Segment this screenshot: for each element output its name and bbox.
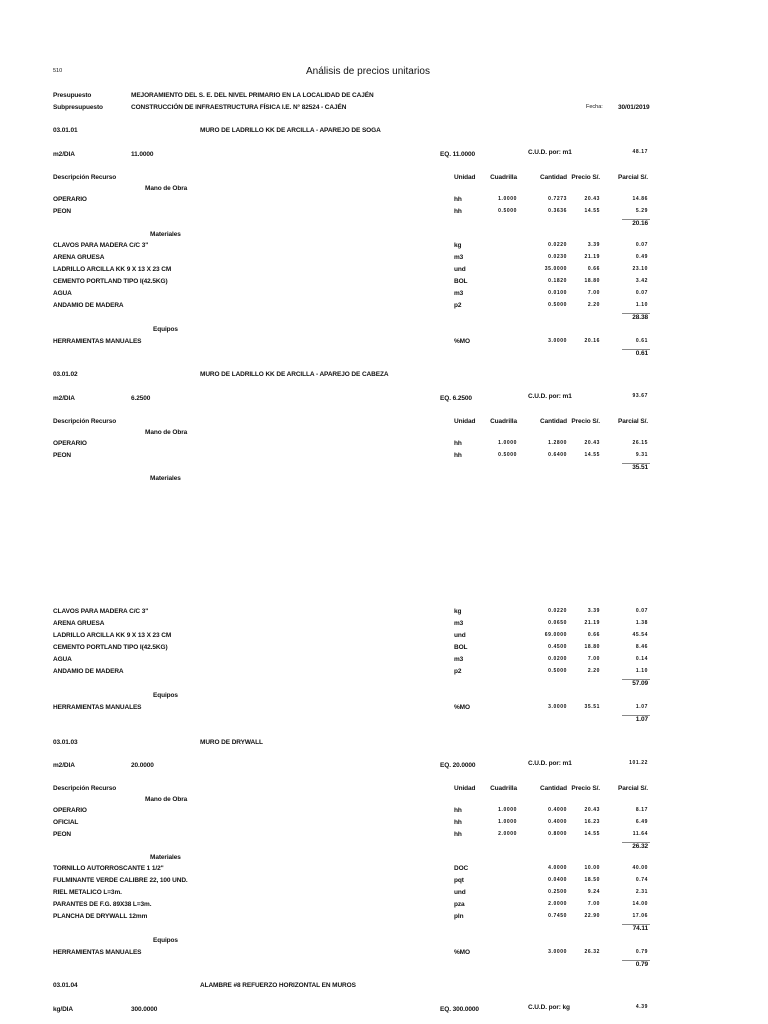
resource-cantidad: 0.8000 xyxy=(548,831,567,837)
resource-cantidad: 4.0000 xyxy=(548,865,567,871)
resource-cantidad: 3.0000 xyxy=(548,704,567,710)
resource-unit: DOC xyxy=(454,865,469,872)
subpresupuesto-label: Subpresupuesto xyxy=(53,104,103,111)
resource-parcial: 0.74 xyxy=(635,877,648,883)
resource-cantidad: 3.0000 xyxy=(548,338,567,344)
resource-unit: m3 xyxy=(454,254,464,261)
mano-de-obra-subtotal: 26.32 xyxy=(632,843,648,850)
equipo-value: EQ. 6.2500 xyxy=(440,395,472,402)
resource-cuadrilla: 0.5000 xyxy=(498,208,517,214)
resource-desc: CEMENTO PORTLAND TIPO I(42.5KG) xyxy=(53,644,168,651)
col-header-desc: Descripción Recurso xyxy=(53,785,117,792)
resource-cantidad: 0.2500 xyxy=(548,889,567,895)
equipo-value: EQ. 300.0000 xyxy=(440,1006,479,1013)
resource-parcial: 23.10 xyxy=(632,266,648,272)
col-header-desc: Descripción Recurso xyxy=(53,174,117,181)
resource-desc: TORNILLO AUTORROSCANTE 1 1/2" xyxy=(53,865,164,872)
materiales-subtotal: 57.09 xyxy=(632,680,648,687)
resource-cantidad: 0.0400 xyxy=(548,877,567,883)
col-header-precio: Precio S/. xyxy=(571,174,600,181)
col-header-desc: Descripción Recurso xyxy=(53,418,117,425)
col-header-cuadrilla: Cuadrilla xyxy=(490,174,517,181)
col-header-parcial: Parcial S/. xyxy=(618,785,648,792)
resource-precio: 3.39 xyxy=(587,608,600,614)
resource-parcial: 8.17 xyxy=(635,807,648,813)
resource-unit: hh xyxy=(454,831,462,838)
col-header-cantidad: Cantidad xyxy=(539,418,567,425)
resource-parcial: 45.54 xyxy=(632,632,648,638)
group-mano-de-obra: Mano de Obra xyxy=(145,796,188,803)
resource-unit: pza xyxy=(454,901,465,908)
resource-cuadrilla: 0.5000 xyxy=(498,452,517,458)
resource-parcial: 0.07 xyxy=(635,242,648,248)
resource-parcial: 11.64 xyxy=(632,831,648,837)
group-equipos: Equipos xyxy=(153,692,178,699)
resource-cantidad: 0.0650 xyxy=(548,620,567,626)
equipo-value: EQ. 11.0000 xyxy=(440,151,476,158)
resource-unit: m3 xyxy=(454,656,464,663)
resource-parcial: 14.86 xyxy=(632,196,648,202)
resource-desc: ARENA GRUESA xyxy=(53,254,105,261)
resource-unit: und xyxy=(454,889,466,896)
resource-desc: PARANTES DE F.G. 89X38 L=3m. xyxy=(53,901,152,908)
resource-unit: und xyxy=(454,632,466,639)
resource-unit: m3 xyxy=(454,290,464,297)
resource-parcial: 0.61 xyxy=(635,338,648,344)
resource-desc: ARENA GRUESA xyxy=(53,620,105,627)
resource-cuadrilla: 1.0000 xyxy=(498,819,517,825)
resource-precio: 9.24 xyxy=(587,889,600,895)
col-header-unidad: Unidad xyxy=(454,174,476,181)
resource-cuadrilla: 1.0000 xyxy=(498,807,517,813)
resource-cantidad: 0.0230 xyxy=(548,254,567,260)
resource-precio: 7.00 xyxy=(587,656,600,662)
resource-unit: pqt xyxy=(454,877,464,884)
resource-precio: 20.43 xyxy=(584,196,600,202)
rendimiento-value: 20.0000 xyxy=(131,762,154,769)
item-code: 03.01.04 xyxy=(53,982,78,989)
resource-desc: OPERARIO xyxy=(53,807,87,814)
resource-precio: 35.51 xyxy=(584,704,600,710)
equipos-subtotal: 0.61 xyxy=(635,350,648,357)
rendimiento-label: m2/DIA xyxy=(53,395,75,402)
resource-unit: %MO xyxy=(454,704,470,711)
resource-desc: OPERARIO xyxy=(53,196,87,203)
resource-parcial: 5.29 xyxy=(635,208,648,214)
resource-parcial: 0.49 xyxy=(635,254,648,260)
item-code: 03.01.03 xyxy=(53,739,78,746)
resource-desc: LADRILLO ARCILLA KK 9 X 13 X 23 CM xyxy=(53,632,172,639)
resource-unit: kg xyxy=(454,608,462,615)
equipo-value: EQ. 20.0000 xyxy=(440,762,476,769)
resource-precio: 14.55 xyxy=(584,208,600,214)
group-mano-de-obra: Mano de Obra xyxy=(145,429,188,436)
resource-precio: 7.00 xyxy=(587,901,600,907)
resource-unit: hh xyxy=(454,208,462,215)
resource-precio: 21.19 xyxy=(584,620,600,626)
fecha-label: Fecha: xyxy=(586,104,603,110)
resource-cantidad: 2.0000 xyxy=(548,901,567,907)
resource-parcial: 6.49 xyxy=(635,819,648,825)
resource-precio: 20.16 xyxy=(584,338,600,344)
resource-cantidad: 0.6400 xyxy=(548,452,567,458)
resource-desc: OFICIAL xyxy=(53,819,79,826)
resource-cantidad: 0.4000 xyxy=(548,819,567,825)
equipos-subtotal: 1.07 xyxy=(635,716,648,723)
resource-parcial: 40.00 xyxy=(632,865,648,871)
resource-precio: 3.39 xyxy=(587,242,600,248)
col-header-cuadrilla: Cuadrilla xyxy=(490,418,517,425)
resource-precio: 21.19 xyxy=(584,254,600,260)
subpresupuesto-value: CONSTRUCCIÓN DE INFRAESTRUCTURA FÍSICA I.E. N° 82524 - CAJÉN xyxy=(131,104,347,111)
resource-precio: 18.80 xyxy=(584,278,600,284)
resource-parcial: 3.42 xyxy=(635,278,648,284)
resource-precio: 10.00 xyxy=(584,865,600,871)
resource-precio: 14.55 xyxy=(584,831,600,837)
resource-desc: CEMENTO PORTLAND TIPO I(42.5KG) xyxy=(53,278,168,285)
resource-parcial: 1.07 xyxy=(635,704,648,710)
cud-value: 93.67 xyxy=(632,393,648,399)
presupuesto-value: MEJORAMIENTO DEL S. E. DEL NIVEL PRIMARIO EN LA LOCALIDAD DE CAJÉN xyxy=(131,92,374,99)
resource-parcial: 1.38 xyxy=(635,620,648,626)
resource-cantidad: 0.7273 xyxy=(548,196,567,202)
resource-parcial: 0.07 xyxy=(635,608,648,614)
rendimiento-label: m2/DIA xyxy=(53,151,75,158)
resource-unit: kg xyxy=(454,242,462,249)
resource-desc: PEON xyxy=(53,452,72,459)
item-name: ALAMBRE #8 REFUERZO HORIZONTAL EN MUROS xyxy=(200,982,356,989)
resource-desc: HERRAMIENTAS MANUALES xyxy=(53,949,142,956)
resource-precio: 2.20 xyxy=(587,302,600,308)
col-header-parcial: Parcial S/. xyxy=(618,174,648,181)
resource-cantidad: 3.0000 xyxy=(548,949,567,955)
item-name: MURO DE DRYWALL xyxy=(200,739,263,746)
group-materiales: Materiales xyxy=(150,475,181,482)
resource-parcial: 1.10 xyxy=(635,668,648,674)
rendimiento-label: m2/DIA xyxy=(53,762,75,769)
item-code: 03.01.01 xyxy=(53,127,78,134)
resource-parcial: 14.00 xyxy=(632,901,648,907)
resource-cantidad: 0.4500 xyxy=(548,644,567,650)
resource-precio: 22.90 xyxy=(584,913,600,919)
resource-precio: 0.66 xyxy=(587,632,600,638)
col-header-parcial: Parcial S/. xyxy=(618,418,648,425)
materiales-subtotal: 28.38 xyxy=(632,314,648,321)
resource-cantidad: 0.5000 xyxy=(548,668,567,674)
resource-unit: %MO xyxy=(454,338,470,345)
resource-cantidad: 0.0220 xyxy=(548,608,567,614)
resource-desc: PEON xyxy=(53,208,72,215)
rendimiento-value: 11.0000 xyxy=(131,151,154,158)
resource-parcial: 26.15 xyxy=(632,440,648,446)
resource-unit: BOL xyxy=(454,278,468,285)
rendimiento-value: 300.0000 xyxy=(131,1006,158,1013)
group-materiales: Materiales xyxy=(150,231,181,238)
resource-cantidad: 0.5000 xyxy=(548,302,567,308)
resource-unit: %MO xyxy=(454,949,470,956)
group-equipos: Equipos xyxy=(153,326,178,333)
rendimiento-label: kg/DIA xyxy=(53,1006,73,1013)
resource-parcial: 8.46 xyxy=(635,644,648,650)
resource-cantidad: 0.3636 xyxy=(548,208,567,214)
resource-unit: hh xyxy=(454,807,462,814)
resource-parcial: 2.31 xyxy=(635,889,648,895)
resource-desc: FULMINANTE VERDE CALIBRE 22, 100 UND. xyxy=(53,877,188,884)
mano-de-obra-subtotal: 35.51 xyxy=(632,464,648,471)
resource-cantidad: 0.0220 xyxy=(548,242,567,248)
resource-unit: BOL xyxy=(454,644,468,651)
item-name: MURO DE LADRILLO KK DE ARCILLA - APAREJO DE CABEZA xyxy=(200,371,389,378)
resource-cuadrilla: 2.0000 xyxy=(498,831,517,837)
group-equipos: Equipos xyxy=(153,937,178,944)
resource-precio: 14.55 xyxy=(584,452,600,458)
col-header-cantidad: Cantidad xyxy=(539,785,567,792)
resource-desc: CLAVOS PARA MADERA C/C 3" xyxy=(53,242,149,249)
col-header-precio: Precio S/. xyxy=(571,418,600,425)
resource-unit: und xyxy=(454,266,466,273)
presupuesto-label: Presupuesto xyxy=(53,92,92,99)
resource-cuadrilla: 1.0000 xyxy=(498,196,517,202)
resource-unit: pln xyxy=(454,913,464,920)
resource-parcial: 0.14 xyxy=(635,656,648,662)
resource-cantidad: 35.0000 xyxy=(544,266,567,272)
cud-label: C.U.D. por: m1 xyxy=(528,393,572,400)
materiales-subtotal: 74.11 xyxy=(632,925,648,932)
page-number: 510 xyxy=(53,68,63,74)
resource-cantidad: 0.7450 xyxy=(548,913,567,919)
resource-desc: ANDAMIO DE MADERA xyxy=(53,668,124,675)
page-title: Análisis de precios unitarios xyxy=(306,66,430,77)
resource-parcial: 9.31 xyxy=(635,452,648,458)
cud-label: C.U.D. por: m1 xyxy=(528,760,572,767)
resource-unit: hh xyxy=(454,440,462,447)
resource-desc: PEON xyxy=(53,831,72,838)
resource-precio: 26.32 xyxy=(584,949,600,955)
mano-de-obra-subtotal: 20.16 xyxy=(632,220,648,227)
resource-desc: LADRILLO ARCILLA KK 9 X 13 X 23 CM xyxy=(53,266,172,273)
col-header-cuadrilla: Cuadrilla xyxy=(490,785,517,792)
resource-unit: p2 xyxy=(454,668,462,675)
cud-label: C.U.D. por: kg xyxy=(528,1004,570,1011)
resource-precio: 0.66 xyxy=(587,266,600,272)
group-mano-de-obra: Mano de Obra xyxy=(145,185,188,192)
equipos-subtotal: 0.79 xyxy=(635,961,648,968)
col-header-unidad: Unidad xyxy=(454,418,476,425)
resource-precio: 18.80 xyxy=(584,644,600,650)
cud-label: C.U.D. por: m1 xyxy=(528,149,572,156)
col-header-precio: Precio S/. xyxy=(571,785,600,792)
rendimiento-value: 6.2500 xyxy=(131,395,151,402)
resource-cantidad: 0.1820 xyxy=(548,278,567,284)
resource-cuadrilla: 1.0000 xyxy=(498,440,517,446)
resource-desc: CLAVOS PARA MADERA C/C 3" xyxy=(53,608,149,615)
resource-desc: AGUA xyxy=(53,656,72,663)
item-name: MURO DE LADRILLO KK DE ARCILLA - APAREJO DE SOGA xyxy=(200,127,381,134)
resource-desc: PLANCHA DE DRYWALL 12mm xyxy=(53,913,148,920)
resource-desc: AGUA xyxy=(53,290,72,297)
resource-unit: hh xyxy=(454,452,462,459)
resource-desc: RIEL METALICO L=3m. xyxy=(53,889,122,896)
cud-value: 4.39 xyxy=(635,1004,648,1010)
resource-cantidad: 0.4000 xyxy=(548,807,567,813)
resource-precio: 16.23 xyxy=(584,819,600,825)
cud-value: 101.22 xyxy=(629,760,648,766)
resource-precio: 2.20 xyxy=(587,668,600,674)
item-code: 03.01.02 xyxy=(53,371,78,378)
resource-desc: HERRAMIENTAS MANUALES xyxy=(53,338,142,345)
resource-cantidad: 69.0000 xyxy=(544,632,567,638)
resource-precio: 20.43 xyxy=(584,807,600,813)
cud-value: 48.17 xyxy=(632,149,648,155)
resource-parcial: 1.10 xyxy=(635,302,648,308)
resource-precio: 20.43 xyxy=(584,440,600,446)
resource-cantidad: 0.0200 xyxy=(548,656,567,662)
resource-parcial: 0.07 xyxy=(635,290,648,296)
resource-precio: 7.00 xyxy=(587,290,600,296)
resource-desc: OPERARIO xyxy=(53,440,87,447)
resource-cantidad: 0.0100 xyxy=(548,290,567,296)
resource-desc: HERRAMIENTAS MANUALES xyxy=(53,704,142,711)
resource-precio: 18.50 xyxy=(584,877,600,883)
resource-desc: ANDAMIO DE MADERA xyxy=(53,302,124,309)
col-header-unidad: Unidad xyxy=(454,785,476,792)
group-materiales: Materiales xyxy=(150,854,181,861)
col-header-cantidad: Cantidad xyxy=(539,174,567,181)
resource-unit: m3 xyxy=(454,620,464,627)
resource-unit: p2 xyxy=(454,302,462,309)
fecha-value: 30/01/2019 xyxy=(618,104,650,111)
resource-cantidad: 1.2800 xyxy=(548,440,567,446)
resource-unit: hh xyxy=(454,819,462,826)
resource-parcial: 17.06 xyxy=(632,913,648,919)
resource-parcial: 0.79 xyxy=(635,949,648,955)
resource-unit: hh xyxy=(454,196,462,203)
